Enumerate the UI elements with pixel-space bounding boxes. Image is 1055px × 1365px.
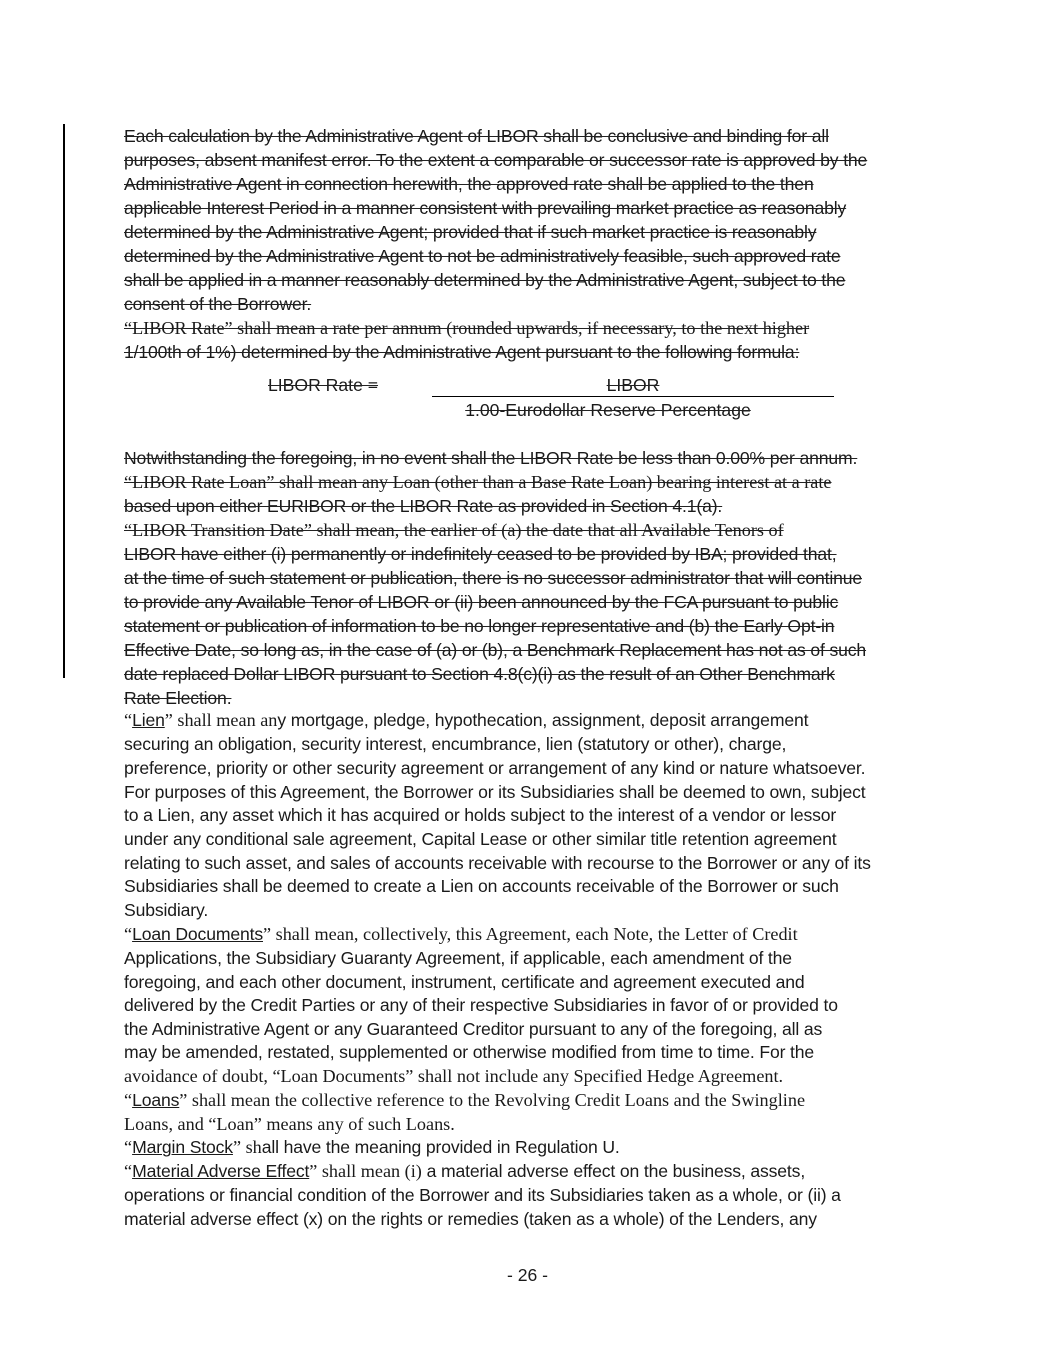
- text-line: delivered by the Credit Parties or any of their respective Subsidiaries in favor of or provided to: [124, 995, 838, 1015]
- defined-term-loans: Loans: [132, 1090, 180, 1110]
- formula-numerator: [432, 373, 834, 397]
- text-line: “LIBOR Rate Loan” shall mean any Loan (other than a Base Rate Loan) bearing interest at a rate: [124, 472, 832, 492]
- text-line: Applications, the Subsidiary Guaranty Agreement, if applicable, each amendment of the: [124, 948, 792, 968]
- text-line: “Loan Documents” shall mean, collectively, this Agreement, each Note, the Letter of Credit: [124, 924, 798, 944]
- text-line: purposes, absent manifest error. To the extent a comparable or successor rate is approved by the: [124, 150, 868, 170]
- deleted-floor-sentence: Notwithstanding the foregoing, in no event shall the LIBOR Rate be less than 0.00% per annum.: [124, 448, 858, 468]
- formula-denominator: 1.00-Eurodollar Reserve Percentage: [465, 400, 751, 420]
- text-line: determined by the Administrative Agent; provided that if such market practice is reasonably: [124, 222, 817, 242]
- text-line: shall be applied in a manner reasonably determined by the Administrative Agent, subject to the: [124, 270, 846, 290]
- text-line: “Lien” shall mean any mortgage, pledge, hypothecation, assignment, deposit arrangement: [124, 710, 809, 730]
- text-line: Rate Election.: [124, 688, 232, 708]
- text-line: securing an obligation, security interest, encumbrance, lien (statutory or other), charge,: [124, 734, 787, 754]
- definition-margin-stock: “Margin Stock” shall have the meaning provided in Regulation U.: [124, 1137, 620, 1157]
- text-line: 1/100th of 1%) determined by the Administrative Agent pursuant to the following formula:: [124, 342, 800, 362]
- text-line: preference, priority or other security agreement or arrangement of any kind or nature whatsoever.: [124, 758, 866, 778]
- defined-term-lien: Lien: [132, 710, 165, 730]
- text-line: “Loans” shall mean the collective reference to the Revolving Credit Loans and the Swingline: [124, 1090, 806, 1110]
- text-line: Administrative Agent in connection herewith, the approved rate shall be applied to the then: [124, 174, 814, 194]
- text-line: relating to such asset, and sales of accounts receivable with recourse to the Borrower or any of its: [124, 853, 871, 873]
- text-line: based upon either EURIBOR or the LIBOR Rate as provided in Section 4.1(a).: [124, 496, 723, 516]
- text-line: under any conditional sale agreement, Capital Lease or other similar title retention agreement: [124, 829, 837, 849]
- text-line: Subsidiary.: [124, 900, 209, 920]
- text-line: to provide any Available Tenor of LIBOR or (ii) been announced by the FCA pursuant to public: [124, 592, 839, 612]
- text-line: applicable Interest Period in a manner consistent with prevailing market practice as reasonably: [124, 198, 847, 218]
- formula-fraction-bar: [432, 396, 834, 397]
- text-line: the Administrative Agent or any Guaranteed Creditor pursuant to any of the foregoing, all as: [124, 1019, 823, 1039]
- text-line: foregoing, and each other document, instrument, certificate and agreement executed and: [124, 972, 805, 992]
- text-line: “LIBOR Rate” shall mean a rate per annum (rounded upwards, if necessary, to the next higher: [124, 318, 810, 338]
- text-line: consent of the Borrower.: [124, 294, 312, 314]
- text-line: Subsidiaries shall be deemed to create a Lien on accounts receivable of the Borrower or such: [124, 876, 839, 896]
- formula-numerator-text: LIBOR: [606, 375, 660, 395]
- defined-term-loan-documents: Loan Documents: [132, 924, 263, 944]
- text-line: material adverse effect (x) on the rights or remedies (taken as a whole) of the Lenders, any: [124, 1209, 817, 1229]
- text-line: avoidance of doubt, “Loan Documents” shall not include any Specified Hedge Agreement.: [124, 1066, 784, 1086]
- formula-label: LIBOR Rate =: [268, 375, 379, 395]
- text-line: operations or financial condition of the Borrower and its Subsidiaries taken as a whole, or (ii) a: [124, 1185, 841, 1205]
- defined-term-margin-stock: Margin Stock: [132, 1137, 233, 1157]
- text-line: “LIBOR Transition Date” shall mean, the earlier of (a) the date that all Available Tenors of: [124, 520, 784, 540]
- page-number: - 26 -: [506, 1265, 549, 1285]
- text-line: “Material Adverse Effect” shall mean (i) a material adverse effect on the business, assets,: [124, 1161, 806, 1181]
- text-line: Each calculation by the Administrative Agent of LIBOR shall be conclusive and binding for all: [124, 126, 829, 146]
- text-line: LIBOR have either (i) permanently or indefinitely ceased to be provided by IBA; provided that,: [124, 544, 837, 564]
- defined-term-material-adverse-effect: Material Adverse Effect: [132, 1161, 310, 1181]
- text-line: Effective Date, so long as, in the case of (a) or (b), a Benchmark Replacement has not as of such: [124, 640, 867, 660]
- text-line: determined by the Administrative Agent to not be administratively feasible, such approved rate: [124, 246, 841, 266]
- revision-change-bar: [63, 124, 65, 678]
- text-line: Loans, and “Loan” means any of such Loans.: [124, 1114, 455, 1134]
- text-line: statement or publication of information to be no longer representative and (b) the Early Opt-in: [124, 616, 835, 636]
- text-line: at the time of such statement or publication, there is no successor administrator that will continue: [124, 568, 862, 588]
- text-line: date replaced Dollar LIBOR pursuant to Section 4.8(c)(i) as the result of an Other Benchmark: [124, 664, 835, 684]
- text-line: to a Lien, any asset which it has acquired or holds subject to the interest of a vendor or lessor: [124, 805, 837, 825]
- text-line: may be amended, restated, supplemented or otherwise modified from time to time. For the: [124, 1042, 815, 1062]
- text-line: For purposes of this Agreement, the Borrower or its Subsidiaries shall be deemed to own, subject: [124, 782, 866, 802]
